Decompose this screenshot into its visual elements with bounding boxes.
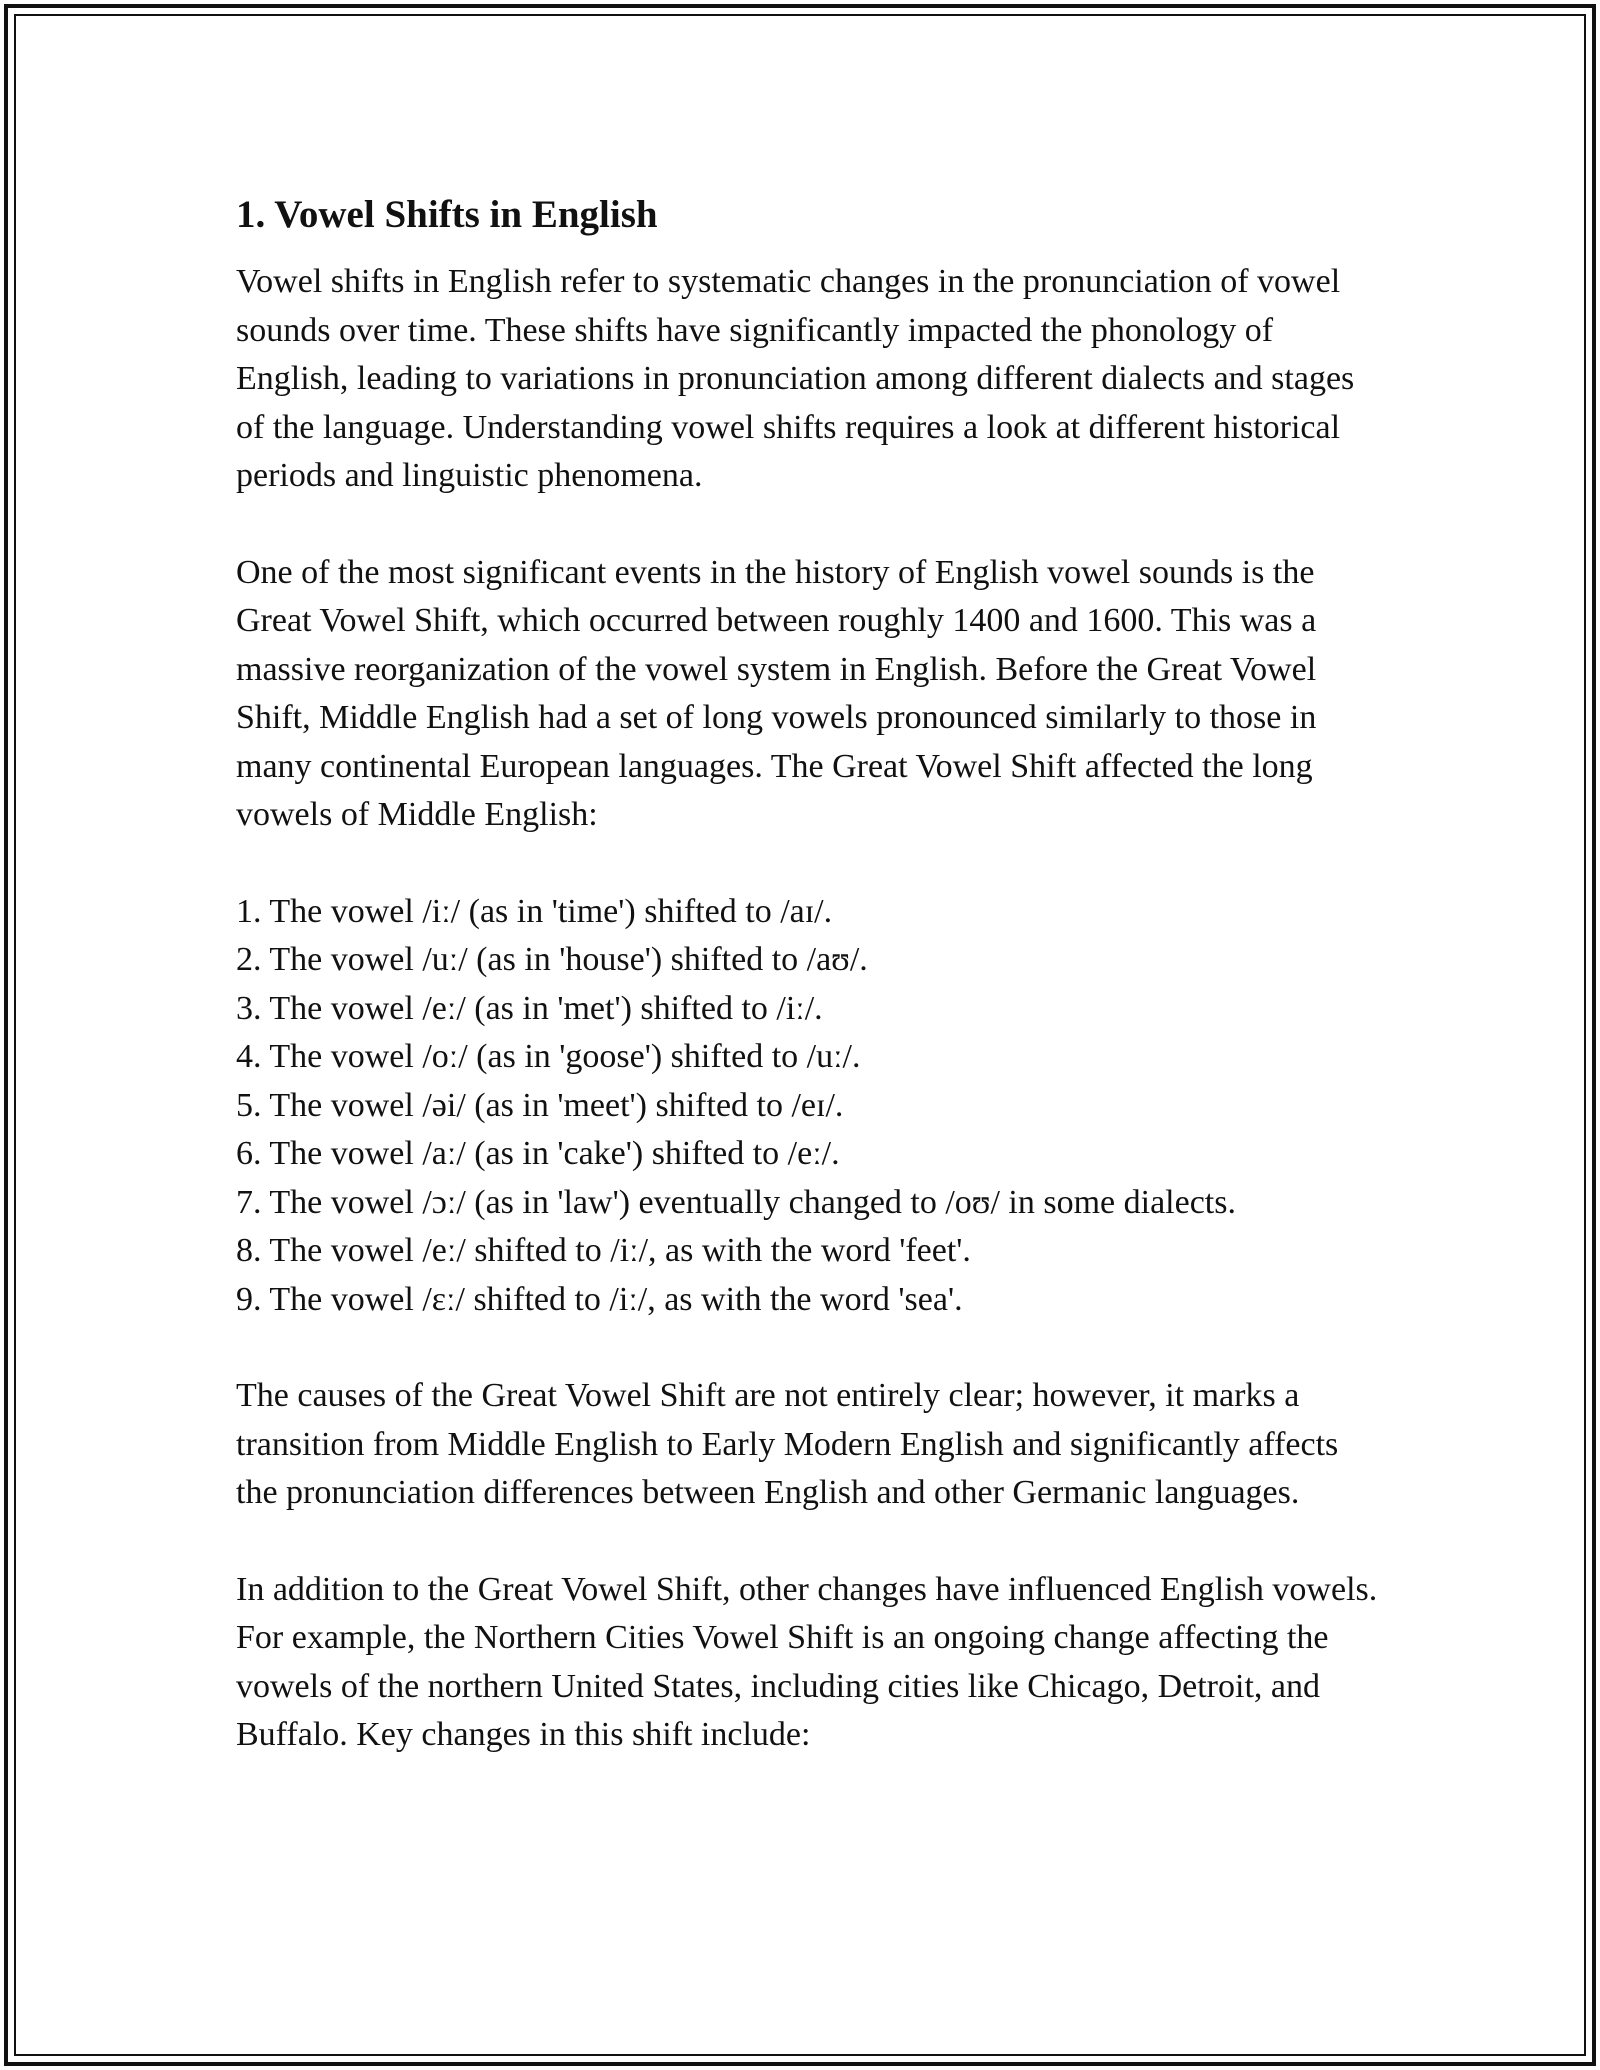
list-item: 1. The vowel /iː/ (as in 'time') shifted to /aɪ/.	[236, 892, 833, 930]
paragraph-great-vowel-shift: One of the most significant events in the history of English vowel sounds is the Great Vowel Shift, which occurred between roughly 1400 and 1600. This was a massive reorganization of the vowel system in English. Before the Great Vowel Shift, Middle English had a set of long vowels pronounced similarly to those in many continental European languages. The Great Vowel Shift affected the long vowels of Middle English:	[236, 553, 1317, 833]
section-heading: 1. Vowel Shifts in English	[236, 193, 658, 236]
list-item: 7. The vowel /ɔː/ (as in 'law') eventually changed to /oʊ/ in some dialects.	[236, 1183, 1236, 1221]
document-body	[236, 190, 1386, 1808]
list-item: 5. The vowel /əi/ (as in 'meet') shifted to /eɪ/.	[236, 1086, 844, 1124]
vowel-shift-list	[236, 888, 1386, 1325]
list-item: 2. The vowel /uː/ (as in 'house') shifted to /aʊ/.	[236, 941, 868, 978]
list-item: 9. The vowel /ɛː/ shifted to /iː/, as with the word 'sea'.	[236, 1280, 963, 1318]
list-item: 8. The vowel /eː/ shifted to /iː/, as with the word 'feet'.	[236, 1232, 971, 1269]
list-item: 4. The vowel /oː/ (as in 'goose') shifted to /uː/.	[236, 1038, 861, 1075]
list-item: 3. The vowel /eː/ (as in 'met') shifted to /iː/.	[236, 989, 823, 1027]
paragraph-causes: The causes of the Great Vowel Shift are not entirely clear; however, it marks a transition from Middle English to Early Modern English and significantly affects the pronunciation differences between English and other Germanic languages.	[236, 1377, 1339, 1511]
list-item: 6. The vowel /aː/ (as in 'cake') shifted to /eː/.	[236, 1135, 840, 1172]
paragraph-intro: Vowel shifts in English refer to systematic changes in the pronunciation of vowel sounds over time. These shifts have significantly impacted the phonology of English, leading to variations in pronunciation among different dialects and stages of the language. Understanding vowel shifts requires a look at different historical periods and linguistic phenomena.	[236, 263, 1355, 494]
paragraph-northern-cities: In addition to the Great Vowel Shift, other changes have influenced English vowels. For example, the Northern Cities Vowel Shift is an ongoing change affecting the vowels of the northern United States, including cities like Chicago, Detroit, and Buffalo. Key changes in this shift include:	[236, 1570, 1378, 1753]
